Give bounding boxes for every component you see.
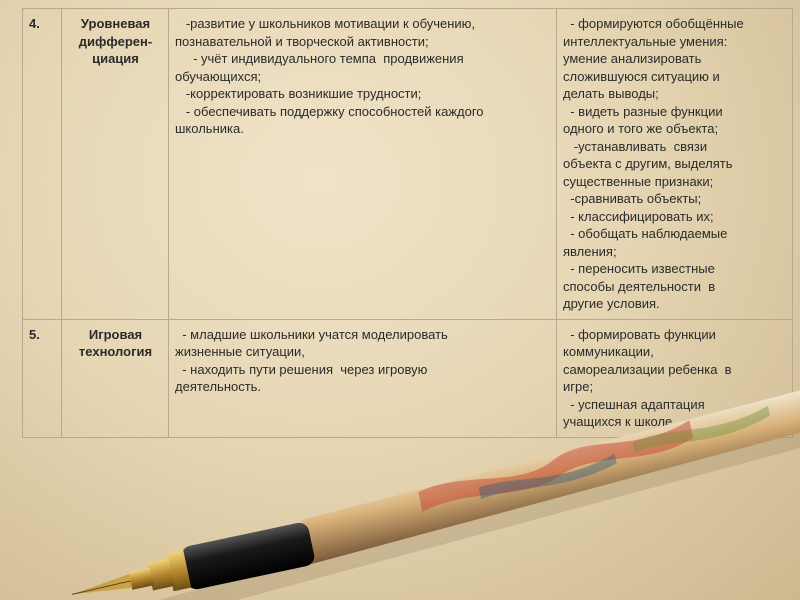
technology-name-line: циация [92,51,139,66]
goals-line: - учёт индивидуального темпа продвижения [175,51,464,66]
results-line: одного и того же объекта; [563,121,719,136]
goals-line: познавательной и творческой активности; [175,33,429,49]
results-line: существенные признаки; [563,173,714,189]
results-line: объекта с другим, выделять [563,156,733,171]
results-line: сложившуюся ситуацию и [563,68,720,84]
results-line: явления; [563,243,617,259]
results-line: другие условия. [563,296,660,311]
results-line: - формировать функции [563,326,716,342]
results-line: самореализации ребенка в [563,361,732,377]
row-number: 4. [23,9,62,320]
goals-line: школьника. [175,121,244,136]
results-line: - успешная адаптация [563,396,705,412]
results-line: - переносить известные [563,261,715,276]
results-line: -сравнивать объекты; [563,191,702,206]
goals-line: жизненные ситуации, [175,344,305,359]
results-line: коммуникации, [563,344,654,359]
results-line: - формируются обобщённые [563,16,744,31]
goals-line: - находить пути решения через игровую [175,361,428,377]
results-line: учащихся к школе. [563,414,676,429]
results-line: игре; [563,379,594,394]
results-line: умение анализировать [563,51,702,66]
results-line: - видеть разные функции [563,103,723,119]
goals-line: -развитие у школьников мотивации к обучению, [175,16,476,31]
technology-name-line: дифферен- [78,33,153,49]
goals-line: -корректировать возникшие трудности; [175,86,422,101]
technology-name-line: технология [78,344,153,359]
technology-name-line: Игровая [88,326,143,342]
goals-line: обучающихся; [175,68,262,84]
goals-line: деятельность. [175,379,262,394]
goals-line: - обеспечивать поддержку способностей каждого [175,103,484,119]
results-line: - обобщать наблюдаемые [563,226,728,241]
goals-line: - младшие школьники учатся моделировать [175,326,448,342]
results-line: способы деятельности в [563,278,716,294]
row-number: 5. [23,319,62,437]
results-line: - классифицировать их; [563,208,714,224]
results-line: интеллектуальные умения: [563,33,728,49]
results-line: -устанавливать связи [563,138,708,154]
technology-name-line: Уровневая [80,16,151,31]
results-line: делать выводы; [563,86,659,101]
